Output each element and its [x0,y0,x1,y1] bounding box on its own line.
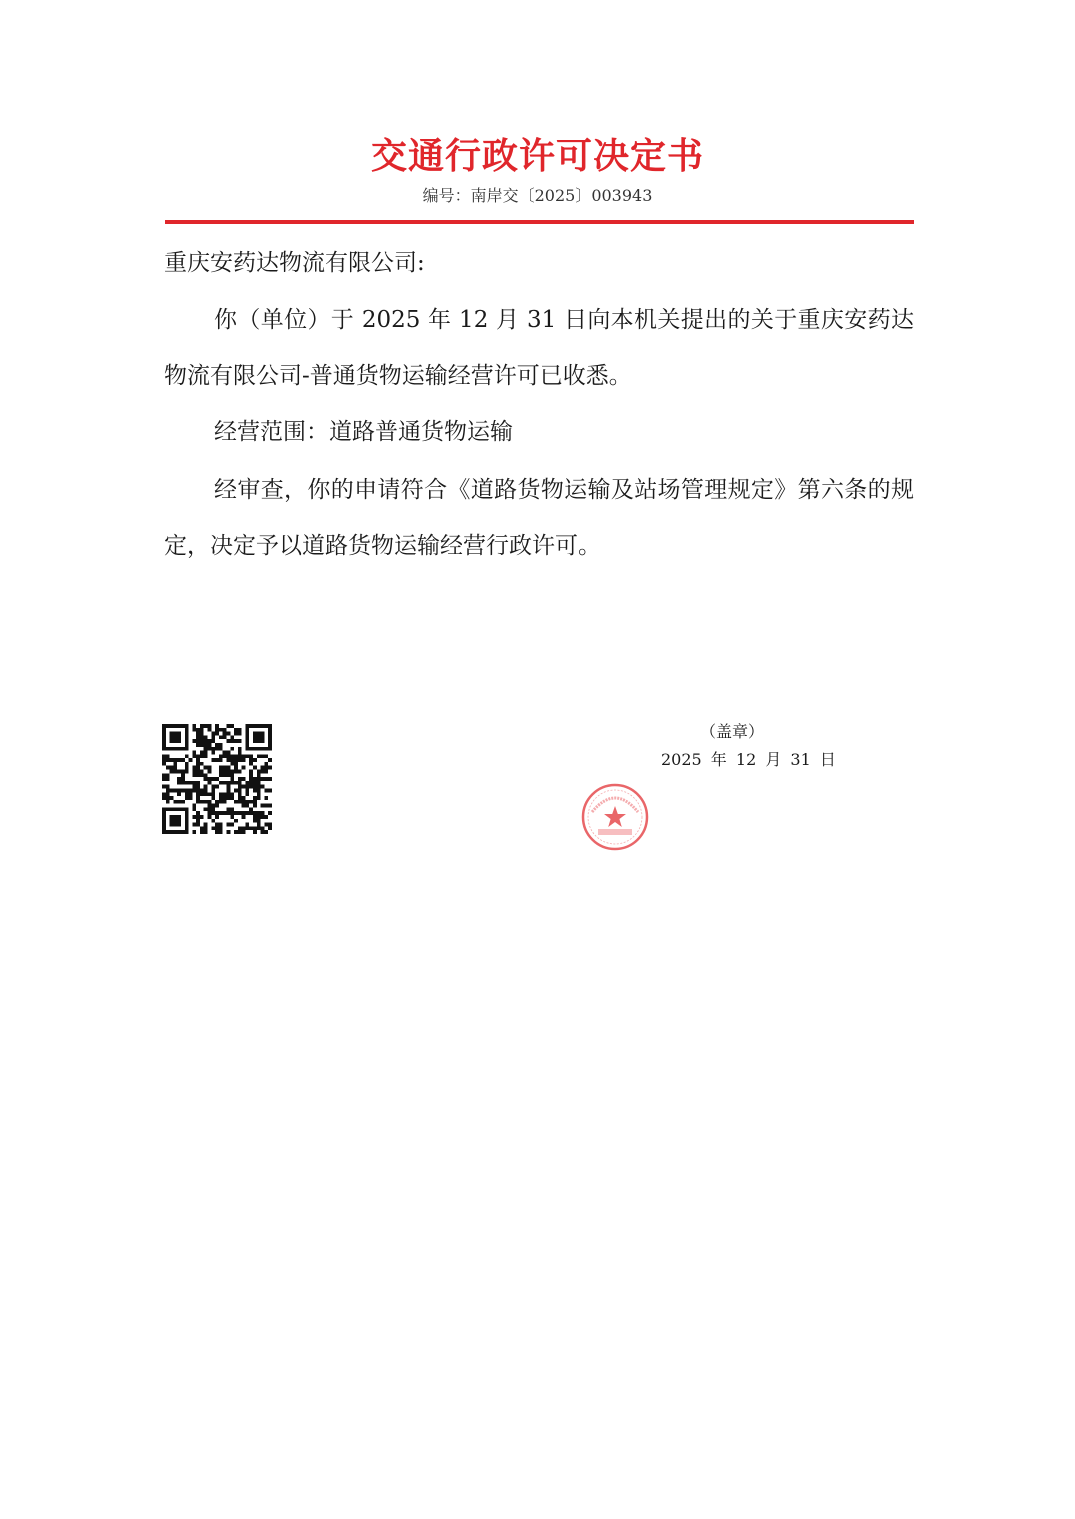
body-paragraph-application: 你（单位）于 2025 年 12 月 31 日向本机关提出的关于重庆安药达物流有限公司-普通货物运输经营许可已收悉。 [164,307,914,389]
header-divider [165,220,914,224]
signature-date: 2025 年 12 月 31 日 [661,750,836,769]
official-seal-stamp [580,782,650,852]
body-paragraph-decision: 经审查，你的申请符合《道路货物运输及站场管理规定》第六条的规定，决定予以道路货物运输经营行政许可。 [164,477,914,559]
document-title: 交通行政许可决定书 [370,135,704,177]
seal-label: （盖章） [700,722,765,741]
addressee: 重庆安药达物流有限公司: [164,250,425,276]
qr-code-icon [162,724,272,834]
body-paragraph-scope: 经营范围：道路普通货物运输 [214,419,513,445]
document-number: 编号：南岸交〔2025〕003943 [422,186,653,205]
